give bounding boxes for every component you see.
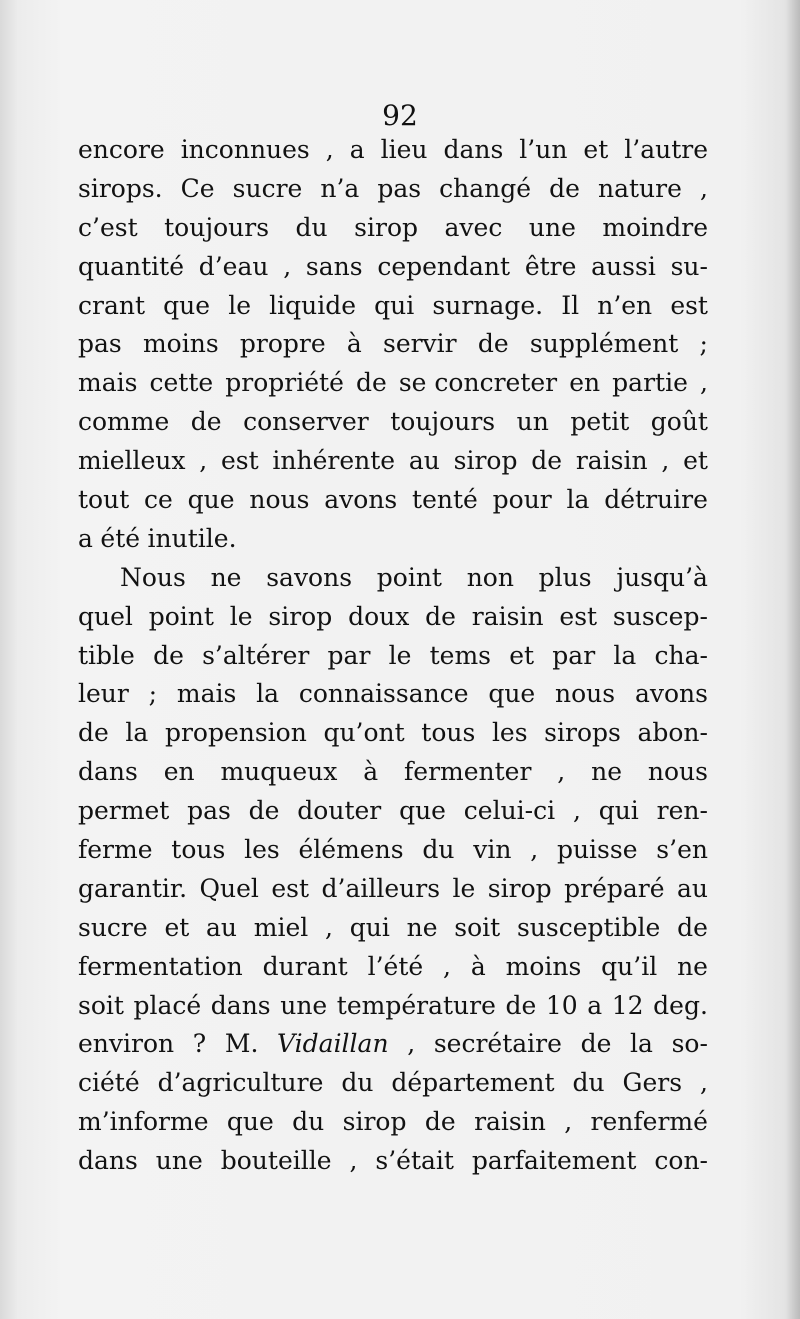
word: miel bbox=[253, 912, 309, 942]
word: , bbox=[557, 757, 566, 787]
word: leur bbox=[78, 679, 129, 709]
text-line bbox=[78, 637, 708, 676]
word: pas bbox=[187, 796, 231, 826]
word: détruire bbox=[604, 485, 708, 515]
word: une bbox=[155, 1146, 203, 1176]
text-line bbox=[78, 403, 708, 442]
word: la bbox=[125, 718, 149, 748]
word: du bbox=[295, 212, 328, 242]
text-line bbox=[78, 1025, 708, 1064]
word: Gers bbox=[622, 1068, 683, 1098]
word: permet bbox=[78, 796, 170, 826]
word: susceptible bbox=[516, 912, 661, 942]
word: nous bbox=[555, 679, 616, 709]
word: pour bbox=[492, 485, 552, 515]
word: , bbox=[325, 135, 334, 164]
word: toujours bbox=[390, 407, 496, 437]
word: Nous bbox=[120, 562, 186, 592]
word: la bbox=[256, 679, 280, 709]
word: encore bbox=[78, 135, 165, 164]
word: abon- bbox=[637, 718, 708, 748]
word: , bbox=[699, 368, 708, 398]
word: a bbox=[78, 523, 93, 553]
word: raisin bbox=[471, 601, 544, 631]
word: propre bbox=[239, 329, 326, 359]
text-line bbox=[78, 287, 708, 326]
text-line bbox=[78, 987, 708, 1026]
word: plus bbox=[538, 562, 592, 592]
word: raisin bbox=[474, 1107, 546, 1137]
word: que bbox=[399, 796, 446, 826]
word: nous bbox=[249, 485, 310, 515]
word: so- bbox=[671, 1029, 708, 1059]
text-line bbox=[78, 1103, 708, 1142]
word: la bbox=[566, 485, 590, 515]
word: de bbox=[424, 1107, 456, 1137]
word: de bbox=[78, 718, 109, 748]
word: nature bbox=[598, 173, 682, 203]
word: propension bbox=[164, 718, 307, 748]
word: dans bbox=[78, 757, 138, 787]
word: deg. bbox=[653, 990, 708, 1020]
page-edge-shadow bbox=[786, 0, 800, 1319]
word: con- bbox=[654, 1146, 708, 1176]
word: élémens bbox=[298, 835, 404, 865]
word: et bbox=[509, 640, 535, 670]
word: pas bbox=[377, 173, 422, 203]
word: à bbox=[346, 329, 362, 359]
word: de bbox=[549, 173, 580, 203]
word: inconnues bbox=[180, 135, 310, 164]
word: au bbox=[408, 446, 440, 476]
word: savons bbox=[266, 562, 353, 592]
word: , bbox=[661, 446, 670, 476]
word: garantir. bbox=[78, 873, 188, 903]
word: petit bbox=[570, 407, 630, 437]
word: qui bbox=[598, 796, 639, 826]
word: , bbox=[283, 251, 292, 281]
text-line bbox=[78, 948, 708, 987]
word: sucre bbox=[232, 173, 303, 203]
word: ? bbox=[192, 1029, 207, 1059]
word: Ce bbox=[180, 173, 215, 203]
word: a bbox=[349, 135, 365, 164]
word: en bbox=[163, 757, 195, 787]
word: l’autre bbox=[624, 135, 708, 164]
word: tous bbox=[171, 835, 226, 865]
word: , bbox=[349, 1146, 358, 1176]
word: tible bbox=[78, 640, 135, 670]
word: du bbox=[341, 1068, 374, 1098]
word: , bbox=[443, 951, 451, 981]
word: au bbox=[206, 912, 238, 942]
word: su- bbox=[670, 251, 708, 281]
word: du bbox=[292, 1107, 325, 1137]
word: de bbox=[531, 446, 563, 476]
word: propriété bbox=[225, 368, 344, 398]
word: ne bbox=[210, 562, 242, 592]
word: les bbox=[491, 718, 528, 748]
word: , bbox=[572, 796, 581, 826]
word: se concreter bbox=[398, 368, 558, 398]
paragraph-2 bbox=[78, 559, 708, 1181]
word: l’un bbox=[519, 135, 568, 164]
word: une bbox=[528, 212, 576, 242]
word: m’informe bbox=[78, 1107, 209, 1137]
word: surnage. bbox=[432, 290, 544, 320]
word: de bbox=[580, 1029, 612, 1059]
word: soit bbox=[78, 990, 124, 1020]
word: à bbox=[470, 951, 486, 981]
word: qui bbox=[349, 912, 390, 942]
word: toujours bbox=[164, 212, 270, 242]
word: nous bbox=[647, 757, 708, 787]
word: dans bbox=[78, 1146, 138, 1176]
word: Il bbox=[561, 290, 580, 320]
word: tout bbox=[78, 485, 130, 515]
word: par bbox=[327, 640, 371, 670]
word: non bbox=[466, 562, 514, 592]
word: soit bbox=[454, 912, 501, 942]
text-line bbox=[78, 442, 708, 481]
word: vin bbox=[473, 835, 512, 865]
word: 12 bbox=[611, 990, 644, 1020]
word: moins bbox=[142, 329, 219, 359]
word: un bbox=[516, 407, 549, 437]
word: ne bbox=[406, 912, 438, 942]
word: de bbox=[677, 912, 708, 942]
word: sirop bbox=[268, 601, 333, 631]
word: ; bbox=[148, 679, 158, 709]
word: mais bbox=[78, 368, 138, 398]
word: s’en bbox=[656, 835, 708, 865]
word: est bbox=[271, 873, 310, 903]
word: placé bbox=[133, 990, 202, 1020]
word: conserver bbox=[243, 407, 369, 437]
word: est bbox=[559, 601, 598, 631]
word: , bbox=[199, 446, 208, 476]
word: le bbox=[388, 640, 412, 670]
word: le bbox=[228, 290, 251, 320]
word: jusqu’à bbox=[616, 562, 708, 592]
word: raisin bbox=[575, 446, 648, 476]
word: d’agriculture bbox=[157, 1068, 324, 1098]
word: mais bbox=[176, 679, 237, 709]
word: été bbox=[100, 523, 141, 553]
word: dans bbox=[210, 990, 271, 1020]
text-line bbox=[78, 209, 708, 248]
word: que bbox=[187, 485, 235, 515]
word: cette bbox=[149, 368, 214, 398]
word: qui bbox=[374, 290, 415, 320]
word: puisse bbox=[556, 835, 638, 865]
word: de bbox=[505, 990, 537, 1020]
word: , bbox=[530, 835, 539, 865]
word: inhérente bbox=[272, 446, 396, 476]
word: que bbox=[163, 290, 211, 320]
word: crant bbox=[78, 290, 146, 320]
word: celui-ci bbox=[463, 796, 556, 826]
word: sucre bbox=[78, 912, 148, 942]
word: moindre bbox=[602, 212, 708, 242]
word: une bbox=[280, 990, 328, 1020]
text-line bbox=[78, 170, 708, 209]
word: goût bbox=[650, 407, 708, 437]
word: liquide bbox=[269, 290, 357, 320]
word: à bbox=[363, 757, 379, 787]
word: a bbox=[587, 990, 603, 1020]
word: ren- bbox=[656, 796, 708, 826]
word: n’a bbox=[320, 173, 360, 203]
text-line bbox=[78, 714, 708, 753]
word: sirop bbox=[342, 1107, 407, 1137]
word: c’est bbox=[78, 212, 138, 242]
word: et bbox=[164, 912, 190, 942]
text-line bbox=[78, 481, 708, 520]
word: secrétaire bbox=[433, 1029, 562, 1059]
word: du bbox=[572, 1068, 605, 1098]
word: est bbox=[220, 446, 259, 476]
word: sirops bbox=[544, 718, 621, 748]
word: , bbox=[699, 1068, 708, 1098]
word: , bbox=[325, 912, 333, 942]
text-line bbox=[78, 520, 708, 559]
word: de bbox=[153, 640, 184, 670]
word: ciété bbox=[78, 1068, 140, 1098]
text-line bbox=[78, 248, 708, 287]
word: douter bbox=[297, 796, 382, 826]
word: quantité bbox=[78, 251, 184, 281]
word: environ bbox=[78, 1029, 175, 1059]
text-line bbox=[78, 675, 708, 714]
word: inutile. bbox=[147, 523, 237, 553]
word: s’altérer bbox=[202, 640, 310, 670]
word: l’été bbox=[367, 951, 424, 981]
word: de bbox=[355, 368, 387, 398]
text-line bbox=[78, 753, 708, 792]
word: sirop bbox=[453, 446, 518, 476]
word: par bbox=[552, 640, 596, 670]
word: la bbox=[630, 1029, 653, 1059]
text-line bbox=[78, 325, 708, 364]
word: du bbox=[422, 835, 455, 865]
word: bouteille bbox=[220, 1146, 332, 1176]
word: que bbox=[488, 679, 536, 709]
word: d’ailleurs bbox=[321, 873, 441, 903]
text-line bbox=[78, 559, 708, 598]
word: changé bbox=[439, 173, 532, 203]
word: Vidaillan bbox=[277, 1029, 389, 1059]
text-line bbox=[78, 831, 708, 870]
word: suscep- bbox=[612, 601, 708, 631]
word: ; bbox=[699, 329, 708, 359]
word: qu’il bbox=[601, 951, 658, 981]
word: le bbox=[229, 601, 253, 631]
word: , bbox=[699, 173, 708, 203]
word: de bbox=[425, 601, 456, 631]
word: département bbox=[391, 1068, 555, 1098]
word: de bbox=[190, 407, 222, 437]
word: connaissance bbox=[298, 679, 469, 709]
word: température bbox=[336, 990, 496, 1020]
word: durant bbox=[262, 951, 348, 981]
text-line bbox=[78, 131, 708, 170]
text-line bbox=[78, 909, 708, 948]
word: les bbox=[244, 835, 280, 865]
word: renfermé bbox=[590, 1107, 708, 1137]
word: partie bbox=[612, 368, 688, 398]
word: préparé bbox=[564, 873, 665, 903]
word: fermentation bbox=[78, 951, 243, 981]
word: sirop bbox=[487, 873, 552, 903]
paragraph-1 bbox=[78, 131, 708, 559]
word: mielleux bbox=[78, 446, 186, 476]
word: avons bbox=[634, 679, 708, 709]
word: ne bbox=[677, 951, 708, 981]
word: ferme bbox=[78, 835, 153, 865]
text-line bbox=[78, 364, 708, 403]
word: d’eau bbox=[198, 251, 269, 281]
word: 10 bbox=[545, 990, 578, 1020]
word: sirop bbox=[354, 212, 419, 242]
word: de bbox=[477, 329, 509, 359]
word: tenté bbox=[412, 485, 478, 515]
word: , bbox=[407, 1029, 416, 1059]
word: doux bbox=[348, 601, 410, 631]
word: aussi bbox=[591, 251, 656, 281]
word: tous bbox=[421, 718, 476, 748]
word: cha- bbox=[654, 640, 708, 670]
word: qu’ont bbox=[323, 718, 405, 748]
word: avons bbox=[324, 485, 398, 515]
word: muqueux bbox=[220, 757, 338, 787]
word: que bbox=[226, 1107, 274, 1137]
word: moins bbox=[505, 951, 582, 981]
word: comme bbox=[78, 407, 170, 437]
word: Quel bbox=[199, 873, 259, 903]
page-number: 92 bbox=[382, 99, 418, 132]
word: quel bbox=[78, 601, 133, 631]
word: en bbox=[569, 368, 601, 398]
word: point bbox=[148, 601, 214, 631]
word: n’en bbox=[597, 290, 653, 320]
text-line bbox=[78, 1142, 708, 1181]
text-line bbox=[78, 870, 708, 909]
word: le bbox=[452, 873, 476, 903]
body-text bbox=[78, 131, 708, 1181]
word: et bbox=[683, 446, 708, 476]
word: ne bbox=[591, 757, 622, 787]
word: dans bbox=[443, 135, 504, 164]
word: point bbox=[376, 562, 442, 592]
word: sirops. bbox=[78, 173, 163, 203]
word: M. bbox=[224, 1029, 259, 1059]
word: cependant bbox=[377, 251, 511, 281]
word: tems bbox=[429, 640, 492, 670]
text-line bbox=[78, 792, 708, 831]
word: avec bbox=[444, 212, 503, 242]
word: , bbox=[564, 1107, 573, 1137]
word: parfaitement bbox=[471, 1146, 637, 1176]
word: être bbox=[524, 251, 577, 281]
word: fermenter bbox=[404, 757, 532, 787]
word: ce bbox=[144, 485, 173, 515]
word: et bbox=[583, 135, 609, 164]
word: supplément bbox=[529, 329, 679, 359]
word: la bbox=[613, 640, 637, 670]
word: servir bbox=[382, 329, 457, 359]
word: lieu bbox=[380, 135, 428, 164]
text-line bbox=[78, 1064, 708, 1103]
word: au bbox=[676, 873, 708, 903]
word: de bbox=[248, 796, 280, 826]
text-line bbox=[78, 598, 708, 637]
word: est bbox=[670, 290, 708, 320]
word: s’était bbox=[375, 1146, 454, 1176]
word: sans bbox=[305, 251, 363, 281]
word: pas bbox=[78, 329, 122, 359]
